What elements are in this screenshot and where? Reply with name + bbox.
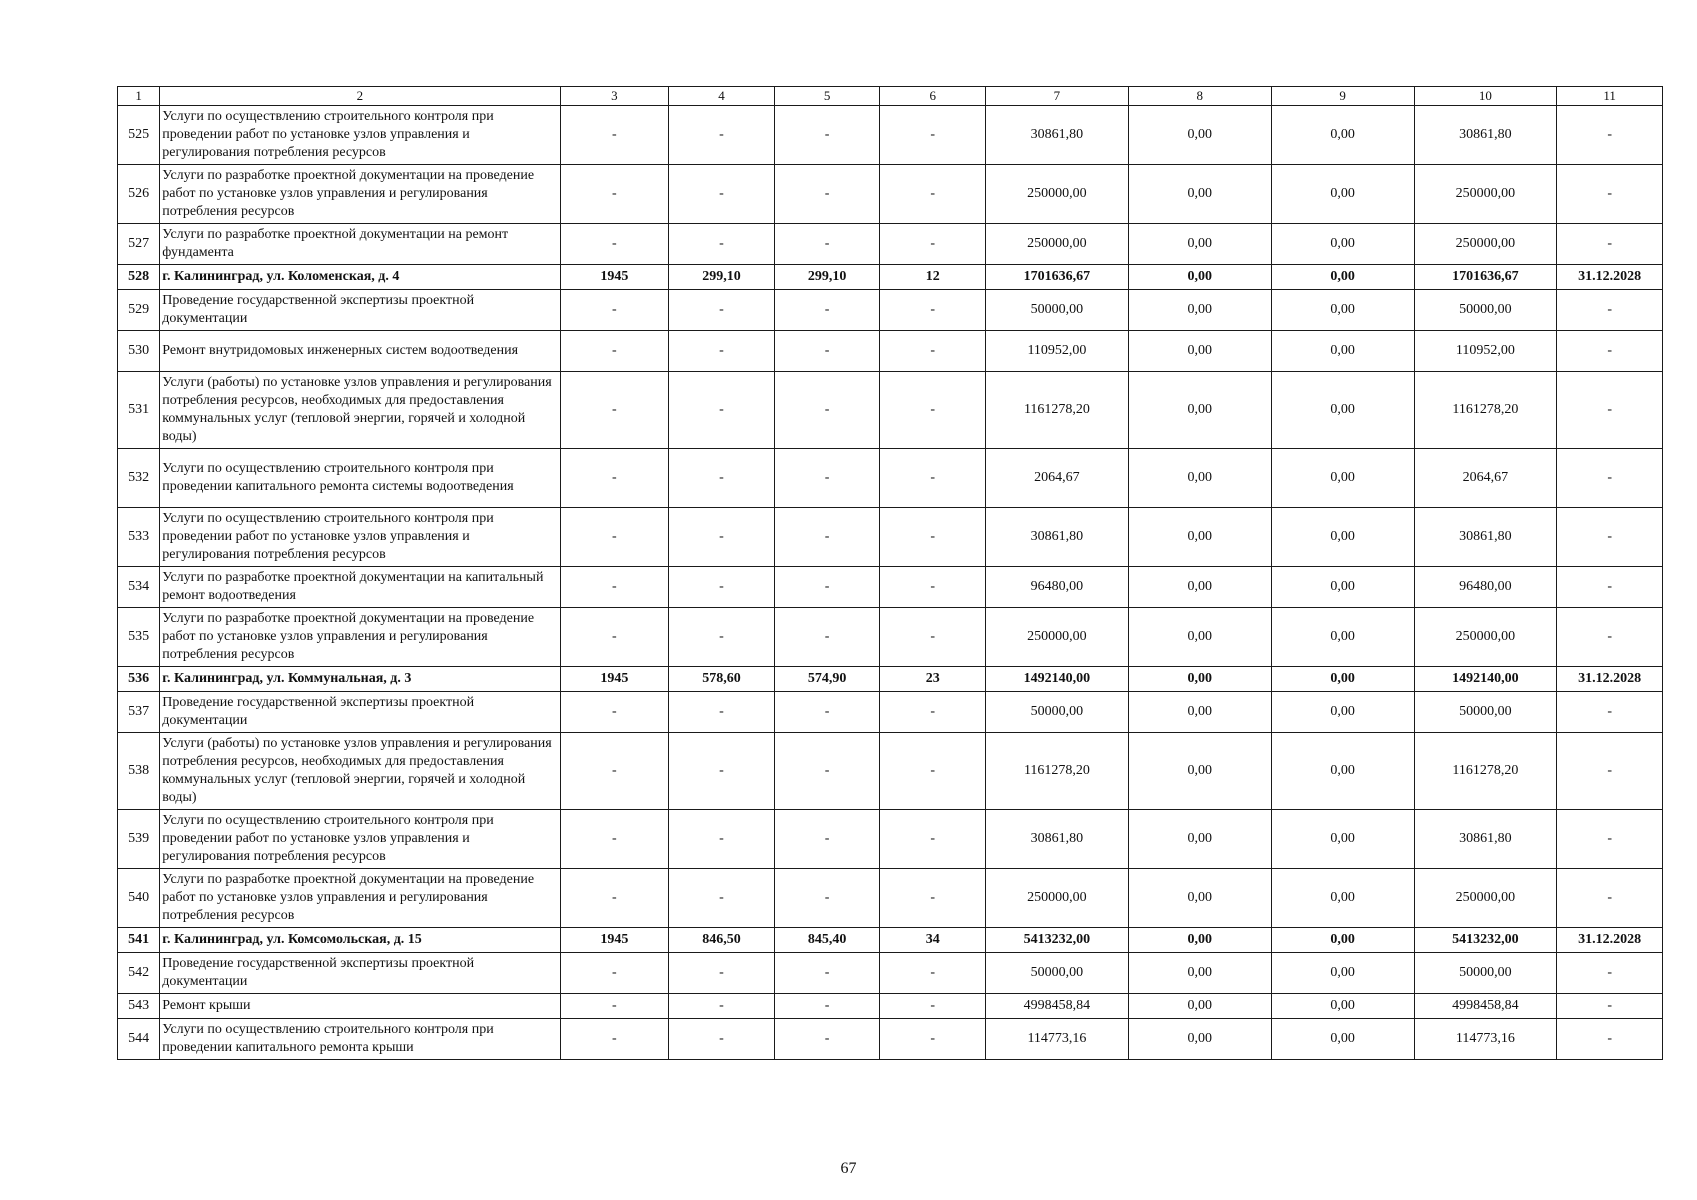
table-row: [118, 733, 1663, 810]
address-row: [118, 928, 1663, 953]
fund-regional-cell: 0,00: [1271, 953, 1414, 994]
completion-date-cell: -: [1557, 331, 1663, 372]
fund-federal-cell: 0,00: [1128, 449, 1271, 508]
completion-date-cell: -: [1557, 567, 1663, 608]
table-row: [118, 224, 1663, 265]
fund-federal-cell: 0,00: [1128, 667, 1271, 692]
column-header-11: 11: [1557, 87, 1663, 106]
fund-regional-cell: 0,00: [1271, 106, 1414, 165]
description-cell: Проведение государственной экспертизы проектной документации: [160, 692, 560, 733]
total-area-cell: -: [669, 567, 775, 608]
residents-cell: -: [880, 224, 986, 265]
total-area-cell: -: [669, 331, 775, 372]
total-area-cell: -: [669, 449, 775, 508]
fund-regional-cell: 0,00: [1271, 994, 1414, 1019]
total-cost-cell: 5413232,00: [986, 928, 1129, 953]
total-area-cell: -: [669, 165, 775, 224]
fund-owners-cell: 30861,80: [1414, 508, 1557, 567]
fund-owners-cell: 4998458,84: [1414, 994, 1557, 1019]
row-number-cell: 535: [118, 608, 160, 667]
residents-cell: -: [880, 165, 986, 224]
completion-date-cell: -: [1557, 165, 1663, 224]
fund-regional-cell: 0,00: [1271, 508, 1414, 567]
table-row: [118, 994, 1663, 1019]
table-row: [118, 567, 1663, 608]
fund-regional-cell: 0,00: [1271, 869, 1414, 928]
fund-owners-cell: 2064,67: [1414, 449, 1557, 508]
living-area-cell: -: [774, 290, 880, 331]
fund-regional-cell: 0,00: [1271, 165, 1414, 224]
total-area-cell: -: [669, 953, 775, 994]
fund-regional-cell: 0,00: [1271, 265, 1414, 290]
row-number-cell: 526: [118, 165, 160, 224]
description-cell: Услуги по разработке проектной документации на проведение работ по установке узлов управления и регулирования потребления ресурсов: [160, 608, 560, 667]
residents-cell: -: [880, 106, 986, 165]
fund-regional-cell: 0,00: [1271, 608, 1414, 667]
row-number-cell: 525: [118, 106, 160, 165]
year-built-cell: -: [560, 290, 669, 331]
year-built-cell: -: [560, 869, 669, 928]
total-cost-cell: 1701636,67: [986, 265, 1129, 290]
completion-date-cell: -: [1557, 994, 1663, 1019]
fund-regional-cell: 0,00: [1271, 692, 1414, 733]
column-header-8: 8: [1128, 87, 1271, 106]
row-number-cell: 527: [118, 224, 160, 265]
fund-owners-cell: 250000,00: [1414, 224, 1557, 265]
row-number-cell: 537: [118, 692, 160, 733]
fund-owners-cell: 250000,00: [1414, 608, 1557, 667]
fund-owners-cell: 110952,00: [1414, 331, 1557, 372]
fund-federal-cell: 0,00: [1128, 331, 1271, 372]
fund-federal-cell: 0,00: [1128, 372, 1271, 449]
fund-owners-cell: 50000,00: [1414, 290, 1557, 331]
fund-owners-cell: 50000,00: [1414, 692, 1557, 733]
residents-cell: -: [880, 733, 986, 810]
description-cell: Услуги по осуществлению строительного контроля при проведении работ по установке узлов управления и регулирования потребления ресурсов: [160, 810, 560, 869]
total-cost-cell: 1161278,20: [986, 733, 1129, 810]
description-cell: г. Калининград, ул. Коммунальная, д. 3: [160, 667, 560, 692]
living-area-cell: -: [774, 608, 880, 667]
table-row: [118, 508, 1663, 567]
total-area-cell: -: [669, 290, 775, 331]
description-cell: Услуги по разработке проектной документации на капитальный ремонт водоотведения: [160, 567, 560, 608]
fund-regional-cell: 0,00: [1271, 810, 1414, 869]
fund-federal-cell: 0,00: [1128, 608, 1271, 667]
total-area-cell: -: [669, 692, 775, 733]
year-built-cell: -: [560, 810, 669, 869]
total-cost-cell: 1492140,00: [986, 667, 1129, 692]
total-area-cell: -: [669, 733, 775, 810]
fund-federal-cell: 0,00: [1128, 567, 1271, 608]
living-area-cell: 574,90: [774, 667, 880, 692]
completion-date-cell: -: [1557, 372, 1663, 449]
year-built-cell: -: [560, 994, 669, 1019]
table-row: [118, 290, 1663, 331]
total-cost-cell: 110952,00: [986, 331, 1129, 372]
year-built-cell: 1945: [560, 667, 669, 692]
total-area-cell: -: [669, 508, 775, 567]
year-built-cell: 1945: [560, 265, 669, 290]
fund-federal-cell: 0,00: [1128, 290, 1271, 331]
table-row: [118, 953, 1663, 994]
fund-regional-cell: 0,00: [1271, 331, 1414, 372]
total-cost-cell: 250000,00: [986, 224, 1129, 265]
fund-federal-cell: 0,00: [1128, 106, 1271, 165]
table-row: [118, 608, 1663, 667]
fund-regional-cell: 0,00: [1271, 928, 1414, 953]
living-area-cell: -: [774, 692, 880, 733]
description-cell: Услуги по разработке проектной документации на проведение работ по установке узлов управления и регулирования потребления ресурсов: [160, 869, 560, 928]
fund-federal-cell: 0,00: [1128, 508, 1271, 567]
row-number-cell: 540: [118, 869, 160, 928]
living-area-cell: -: [774, 567, 880, 608]
residents-cell: -: [880, 810, 986, 869]
address-row: [118, 265, 1663, 290]
living-area-cell: -: [774, 224, 880, 265]
column-header-5: 5: [774, 87, 880, 106]
page-number: 67: [840, 1160, 857, 1177]
living-area-cell: -: [774, 1019, 880, 1060]
residents-cell: -: [880, 869, 986, 928]
fund-regional-cell: 0,00: [1271, 224, 1414, 265]
completion-date-cell: -: [1557, 508, 1663, 567]
fund-regional-cell: 0,00: [1271, 449, 1414, 508]
description-cell: Проведение государственной экспертизы проектной документации: [160, 953, 560, 994]
fund-federal-cell: 0,00: [1128, 224, 1271, 265]
fund-owners-cell: 1492140,00: [1414, 667, 1557, 692]
fund-owners-cell: 114773,16: [1414, 1019, 1557, 1060]
residents-cell: -: [880, 953, 986, 994]
living-area-cell: -: [774, 733, 880, 810]
total-cost-cell: 2064,67: [986, 449, 1129, 508]
description-cell: Услуги по осуществлению строительного контроля при проведении работ по установке узлов управления и регулирования потребления ресурсов: [160, 508, 560, 567]
fund-owners-cell: 1161278,20: [1414, 733, 1557, 810]
living-area-cell: -: [774, 508, 880, 567]
year-built-cell: -: [560, 106, 669, 165]
completion-date-cell: -: [1557, 224, 1663, 265]
table-row: [118, 372, 1663, 449]
description-cell: Услуги по осуществлению строительного контроля при проведении капитального ремонта системы водоотведения: [160, 449, 560, 508]
row-number-cell: 534: [118, 567, 160, 608]
total-cost-cell: 50000,00: [986, 953, 1129, 994]
residents-cell: 34: [880, 928, 986, 953]
row-number-cell: 544: [118, 1019, 160, 1060]
fund-owners-cell: 250000,00: [1414, 165, 1557, 224]
total-cost-cell: 30861,80: [986, 810, 1129, 869]
fund-regional-cell: 0,00: [1271, 733, 1414, 810]
fund-owners-cell: 50000,00: [1414, 953, 1557, 994]
fund-owners-cell: 5413232,00: [1414, 928, 1557, 953]
table-row: [118, 449, 1663, 508]
living-area-cell: -: [774, 372, 880, 449]
column-header-3: 3: [560, 87, 669, 106]
year-built-cell: -: [560, 224, 669, 265]
total-cost-cell: 114773,16: [986, 1019, 1129, 1060]
fund-federal-cell: 0,00: [1128, 994, 1271, 1019]
residents-cell: -: [880, 994, 986, 1019]
total-cost-cell: 50000,00: [986, 692, 1129, 733]
description-cell: Услуги (работы) по установке узлов управления и регулирования потребления ресурсов, необходимых для предоставления коммунальных услуг (тепловой энергии, горячей и холодной воды): [160, 733, 560, 810]
total-area-cell: -: [669, 372, 775, 449]
fund-regional-cell: 0,00: [1271, 1019, 1414, 1060]
table-row: [118, 1019, 1663, 1060]
living-area-cell: -: [774, 165, 880, 224]
table-body: [118, 87, 1663, 1060]
fund-owners-cell: 96480,00: [1414, 567, 1557, 608]
fund-regional-cell: 0,00: [1271, 667, 1414, 692]
year-built-cell: -: [560, 449, 669, 508]
table-row: [118, 692, 1663, 733]
residents-cell: -: [880, 508, 986, 567]
total-cost-cell: 250000,00: [986, 608, 1129, 667]
completion-date-cell: 31.12.2028: [1557, 265, 1663, 290]
fund-owners-cell: 250000,00: [1414, 869, 1557, 928]
row-number-cell: 539: [118, 810, 160, 869]
fund-federal-cell: 0,00: [1128, 265, 1271, 290]
row-number-cell: 543: [118, 994, 160, 1019]
year-built-cell: -: [560, 508, 669, 567]
total-area-cell: 578,60: [669, 667, 775, 692]
description-cell: Услуги по осуществлению строительного контроля при проведении работ по установке узлов управления и регулирования потребления ресурсов: [160, 106, 560, 165]
column-header-6: 6: [880, 87, 986, 106]
description-cell: г. Калининград, ул. Комсомольская, д. 15: [160, 928, 560, 953]
description-cell: Услуги по разработке проектной документации на ремонт фундамента: [160, 224, 560, 265]
total-area-cell: -: [669, 810, 775, 869]
residents-cell: 23: [880, 667, 986, 692]
total-area-cell: -: [669, 224, 775, 265]
residents-cell: -: [880, 567, 986, 608]
residents-cell: -: [880, 331, 986, 372]
year-built-cell: -: [560, 165, 669, 224]
table-row: [118, 869, 1663, 928]
description-cell: Услуги (работы) по установке узлов управления и регулирования потребления ресурсов, необходимых для предоставления коммунальных услуг (тепловой энергии, горячей и холодной воды): [160, 372, 560, 449]
total-cost-cell: 250000,00: [986, 869, 1129, 928]
row-number-cell: 528: [118, 265, 160, 290]
fund-owners-cell: 30861,80: [1414, 810, 1557, 869]
living-area-cell: -: [774, 449, 880, 508]
completion-date-cell: 31.12.2028: [1557, 928, 1663, 953]
row-number-cell: 530: [118, 331, 160, 372]
completion-date-cell: -: [1557, 869, 1663, 928]
residents-cell: -: [880, 372, 986, 449]
completion-date-cell: 31.12.2028: [1557, 667, 1663, 692]
total-cost-cell: 30861,80: [986, 508, 1129, 567]
total-area-cell: -: [669, 1019, 775, 1060]
living-area-cell: -: [774, 994, 880, 1019]
total-cost-cell: 50000,00: [986, 290, 1129, 331]
capital-repair-table: [117, 86, 1663, 1060]
description-cell: Ремонт внутридомовых инженерных систем водоотведения: [160, 331, 560, 372]
total-area-cell: 846,50: [669, 928, 775, 953]
fund-owners-cell: 30861,80: [1414, 106, 1557, 165]
total-cost-cell: 250000,00: [986, 165, 1129, 224]
completion-date-cell: -: [1557, 810, 1663, 869]
fund-federal-cell: 0,00: [1128, 165, 1271, 224]
table-row: [118, 165, 1663, 224]
row-number-cell: 531: [118, 372, 160, 449]
living-area-cell: -: [774, 953, 880, 994]
fund-federal-cell: 0,00: [1128, 869, 1271, 928]
year-built-cell: 1945: [560, 928, 669, 953]
completion-date-cell: -: [1557, 608, 1663, 667]
completion-date-cell: -: [1557, 290, 1663, 331]
total-cost-cell: 4998458,84: [986, 994, 1129, 1019]
year-built-cell: -: [560, 331, 669, 372]
completion-date-cell: -: [1557, 733, 1663, 810]
column-number-header: [118, 87, 1663, 106]
living-area-cell: 299,10: [774, 265, 880, 290]
column-header-4: 4: [669, 87, 775, 106]
fund-federal-cell: 0,00: [1128, 1019, 1271, 1060]
total-area-cell: -: [669, 106, 775, 165]
fund-regional-cell: 0,00: [1271, 567, 1414, 608]
row-number-cell: 541: [118, 928, 160, 953]
fund-regional-cell: 0,00: [1271, 290, 1414, 331]
description-cell: Ремонт крыши: [160, 994, 560, 1019]
description-cell: г. Калининград, ул. Коломенская, д. 4: [160, 265, 560, 290]
fund-regional-cell: 0,00: [1271, 372, 1414, 449]
living-area-cell: -: [774, 810, 880, 869]
row-number-cell: 538: [118, 733, 160, 810]
living-area-cell: -: [774, 106, 880, 165]
total-cost-cell: 96480,00: [986, 567, 1129, 608]
completion-date-cell: -: [1557, 1019, 1663, 1060]
completion-date-cell: -: [1557, 953, 1663, 994]
total-area-cell: -: [669, 869, 775, 928]
year-built-cell: -: [560, 372, 669, 449]
living-area-cell: 845,40: [774, 928, 880, 953]
fund-owners-cell: 1161278,20: [1414, 372, 1557, 449]
year-built-cell: -: [560, 608, 669, 667]
total-cost-cell: 1161278,20: [986, 372, 1129, 449]
row-number-cell: 532: [118, 449, 160, 508]
column-header-1: 1: [118, 87, 160, 106]
total-cost-cell: 30861,80: [986, 106, 1129, 165]
year-built-cell: -: [560, 692, 669, 733]
description-cell: Услуги по разработке проектной документации на проведение работ по установке узлов управления и регулирования потребления ресурсов: [160, 165, 560, 224]
table-row: [118, 331, 1663, 372]
year-built-cell: -: [560, 953, 669, 994]
fund-federal-cell: 0,00: [1128, 953, 1271, 994]
column-header-9: 9: [1271, 87, 1414, 106]
residents-cell: -: [880, 608, 986, 667]
year-built-cell: -: [560, 1019, 669, 1060]
description-cell: Проведение государственной экспертизы проектной документации: [160, 290, 560, 331]
column-header-7: 7: [986, 87, 1129, 106]
table-row: [118, 106, 1663, 165]
row-number-cell: 533: [118, 508, 160, 567]
column-header-2: 2: [160, 87, 560, 106]
total-area-cell: 299,10: [669, 265, 775, 290]
living-area-cell: -: [774, 869, 880, 928]
completion-date-cell: -: [1557, 692, 1663, 733]
residents-cell: -: [880, 1019, 986, 1060]
residents-cell: -: [880, 449, 986, 508]
column-header-10: 10: [1414, 87, 1557, 106]
fund-federal-cell: 0,00: [1128, 928, 1271, 953]
fund-federal-cell: 0,00: [1128, 692, 1271, 733]
description-cell: Услуги по осуществлению строительного контроля при проведении капитального ремонта крыши: [160, 1019, 560, 1060]
total-area-cell: -: [669, 994, 775, 1019]
living-area-cell: -: [774, 331, 880, 372]
fund-federal-cell: 0,00: [1128, 733, 1271, 810]
row-number-cell: 542: [118, 953, 160, 994]
residents-cell: -: [880, 692, 986, 733]
fund-owners-cell: 1701636,67: [1414, 265, 1557, 290]
table-row: [118, 810, 1663, 869]
completion-date-cell: -: [1557, 106, 1663, 165]
total-area-cell: -: [669, 608, 775, 667]
year-built-cell: -: [560, 733, 669, 810]
address-row: [118, 667, 1663, 692]
residents-cell: -: [880, 290, 986, 331]
fund-federal-cell: 0,00: [1128, 810, 1271, 869]
year-built-cell: -: [560, 567, 669, 608]
row-number-cell: 536: [118, 667, 160, 692]
row-number-cell: 529: [118, 290, 160, 331]
residents-cell: 12: [880, 265, 986, 290]
completion-date-cell: -: [1557, 449, 1663, 508]
